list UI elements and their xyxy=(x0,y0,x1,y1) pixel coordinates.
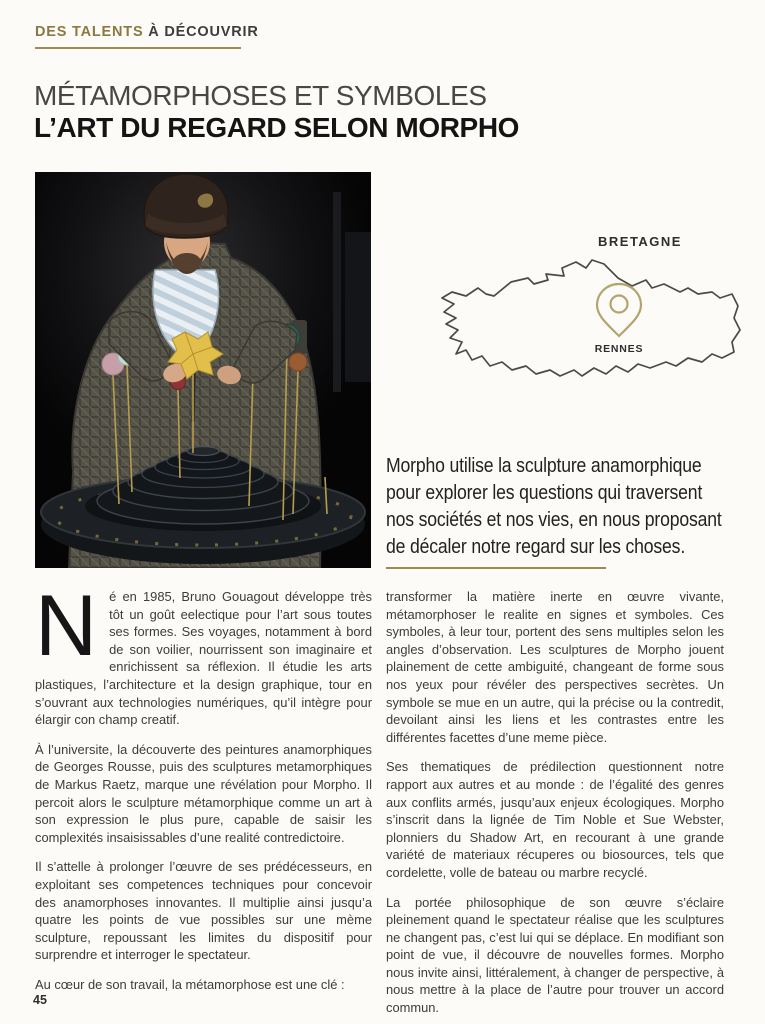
planet-orange xyxy=(289,353,307,371)
city-label: RENNES xyxy=(594,343,644,355)
pull-quote xyxy=(386,452,746,560)
pull-quote-line: Morpho utilise la sculpture anamorphique xyxy=(386,454,702,477)
body-column-left xyxy=(35,578,372,993)
kicker-rest: À DÉCOUVRIR xyxy=(148,24,259,40)
pull-quote-line: de décaler notre regard sur les choses. xyxy=(386,535,686,558)
paragraph: La portée philosophique de son œuvre s’éclaire pleinement quand le spectateur réalise que les sculptures ne changent pas, c’est lui qui se déplace. En modifiant son point de vue, il découvre de nouvelles formes. Morpho nous invite ainsi, littéralement, à changer de perspective, à nous mettre à la place de l’autre pour trouver un accord commun. xyxy=(386,894,724,1016)
paragraph: À l’universite, la découverte des peintures anamorphiques de Georges Rousse, puis des sculptures metamorphiques de Markus Raetz, marque une révélation pour Morpho. Il percoit alors le sculpture métamorphique comme un art à son expression le plus pure, capable de saisir les complexités insaisissables d’une realité contredictoire. xyxy=(35,741,372,845)
article-title-line1: MÉTAMORPHOSES ET SYMBOLES xyxy=(34,80,487,111)
body-column-right xyxy=(386,588,724,1017)
bretagne-map xyxy=(430,220,760,400)
paragraph: transformer la matière inerte en œuvre vivante, métamorphoser le realite en signes et symboles. Ces symboles, à leur tour, portent des sens multiples selon les angles d’observation. Les sculptures de Morpho jouent plainement de cette ambiguité, changeant de forme sous nos yeux pour révéler des perspectives secrètes. Un symbole se mue en un autre, qui la précise ou la contredit, devoilant ainsi les liens et les contrastes entre les différentes facettes d’une meme pièce. xyxy=(386,589,724,745)
paragraph: Ses thematiques de prédilection questionnent notre rapport aux autres et au monde : de l’égalité des genres aux conflits armés, jusqu’aux enjeux écologiques. Morpho s’inscrit dans la lignée de Tim Noble et Sue Webster, plonniers du Shadow Art, en recourant à une grande variété de materiaux récuperes ou biosources, tels que cordelette, volle de bateau ou marbre recyclé. xyxy=(386,759,724,880)
bretagne-map-illustration xyxy=(430,220,760,400)
artist-photo-illustration xyxy=(35,172,371,568)
background-scaffold xyxy=(333,192,341,392)
location-pin-icon xyxy=(597,284,641,336)
cone-top xyxy=(187,447,219,456)
dropcap: N xyxy=(35,578,98,674)
region-label: BRETAGNE xyxy=(598,234,682,249)
beard-lower xyxy=(173,253,201,271)
gold-rule xyxy=(35,47,241,49)
paragraph-text: é en 1985, Bruno Gouagout développe très tôt un goût eelectique pour l’art sous toutes ses formes. Ses voyages, notamment à bord de son voilier, nourrissent son imaginaire et enrichissent sa réflexion. Il étudie les arts plastiques, l’architecture et la design graphique, tour en s’ouvrant aux technologies numériques, qu’il intègre pour élargir con champ creatif. xyxy=(35,589,372,728)
page-number: 45 xyxy=(33,993,47,1007)
section-kicker xyxy=(35,24,259,40)
paragraph: Au cœur de son travail, la métamorphose est une clé : xyxy=(35,976,345,992)
paragraph: Il s’attelle à prolonger l’œuvre de ses prédécesseurs, en exploitant ses competences techniques pour concevoir des anamorphoses innovantes. Il multiplie ainsi jusqu’a quatre les points de vue possibles sur une mème sculpture, repoussant les limites du dispositif pour surprendre et interroger le spectateur. xyxy=(35,859,372,963)
artist-photo xyxy=(35,172,371,568)
pull-quote-line: pour explorer les questions qui traversent xyxy=(386,481,703,504)
paragraph xyxy=(35,578,372,729)
article-title-line2: L’ART DU REGARD SELON MORPHO xyxy=(34,112,520,143)
map-outline xyxy=(442,260,740,376)
pull-quote-line: nos sociétés et nos vies, en nous proposant xyxy=(386,508,722,531)
kicker-highlight: DES TALENTS xyxy=(35,24,144,40)
background-shape xyxy=(345,232,371,382)
gold-rule xyxy=(386,567,606,569)
